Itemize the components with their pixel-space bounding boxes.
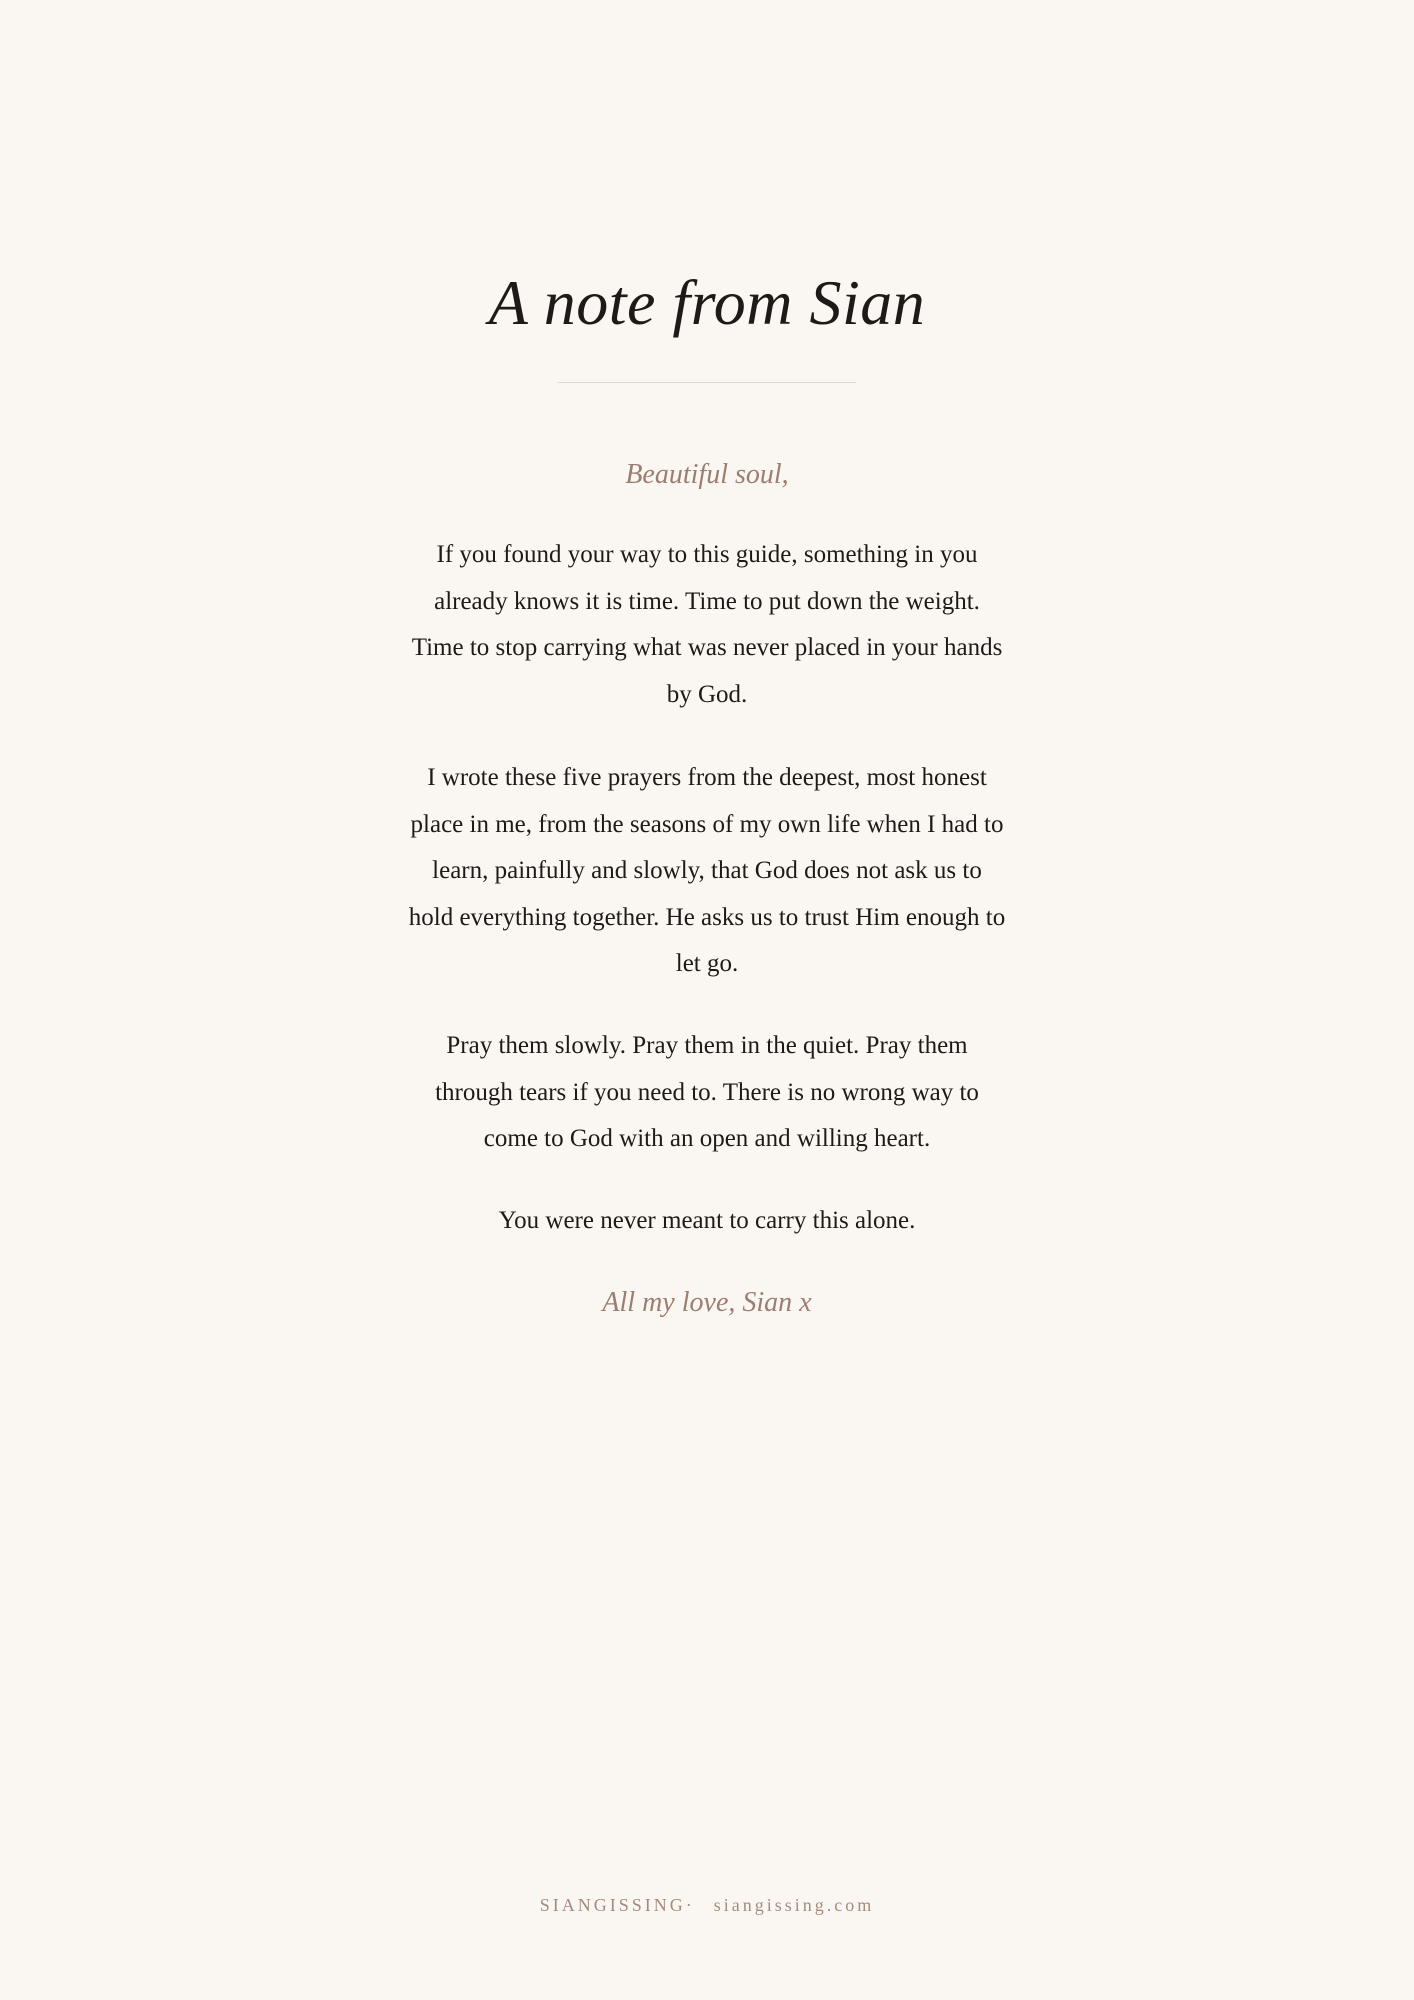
paragraph-2: I wrote these five prayers from the deepest, most honest place in me, from the seasons of my own life when I had to learn, painfully and slowly, that God does not ask us to hold everything together. He asks us to trust Him enough to let go. <box>408 764 1006 977</box>
footer-brand: SIANGISSING <box>539 1895 686 1915</box>
footer <box>0 1890 1414 1920</box>
paragraph-3: Pray them slowly. Pray them in the quiet. Pray them through tears if you need to. There is no wrong way to come to God with an open and willing heart. <box>435 1032 979 1152</box>
signoff: All my love, Sian x <box>602 1287 812 1318</box>
greeting: Beautiful soul, <box>625 459 789 490</box>
paragraph-4: You were never meant to carry this alone. <box>498 1207 916 1234</box>
page-title: A note from Sian <box>488 267 926 338</box>
paragraph-1: If you found your way to this guide, something in you already knows it is time. Time to put down the weight. Time to stop carrying what was never placed in your hands by God. <box>411 541 1003 708</box>
title-divider <box>558 382 856 383</box>
footer-website-link[interactable]: siangissing.com <box>713 1895 875 1915</box>
footer-separator: · <box>685 1895 692 1915</box>
